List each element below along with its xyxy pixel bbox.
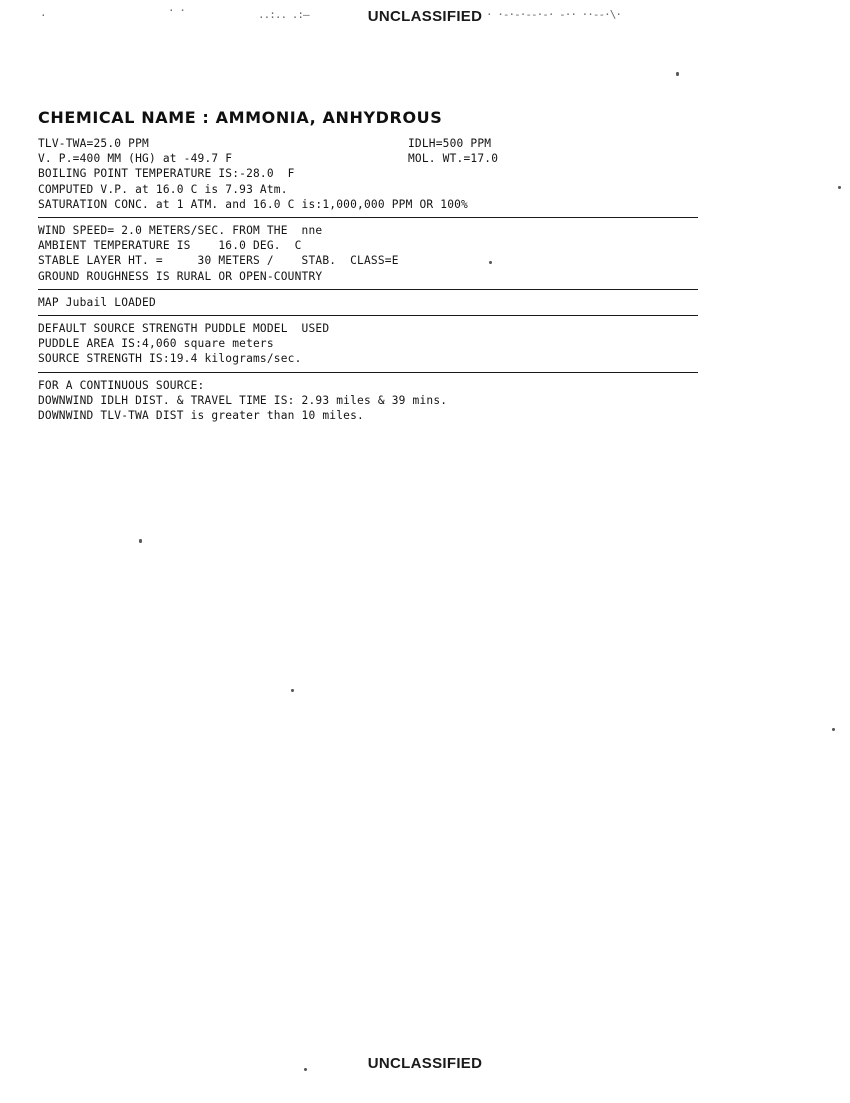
puddle-model-line: DEFAULT SOURCE STRENGTH PUDDLE MODEL USED: [38, 322, 330, 336]
meteorology-section: [38, 223, 738, 289]
downwind-idlh-line: DOWNWIND IDLH DIST. & TRAVEL TIME IS: 2.93 miles & 39 mins.: [38, 393, 448, 407]
scan-speck: [291, 689, 294, 692]
source-strength-line: SOURCE STRENGTH IS:19.4 kilograms/sec.: [38, 352, 302, 366]
properties-left-line-1: TLV-TWA=25.0 PPM: [38, 137, 149, 150]
ambient-temperature-line: AMBIENT TEMPERATURE IS 16.0 DEG. C: [38, 239, 302, 253]
map-status-section: [38, 295, 738, 315]
continuous-source-header: FOR A CONTINUOUS SOURCE:: [38, 378, 205, 392]
properties-left-line-4: COMPUTED V.P. at 16.0 C is 7.93 Atm.: [38, 182, 288, 196]
scan-speck: [676, 72, 679, 76]
map-loaded-line: MAP Jubail LOADED: [38, 295, 156, 309]
scan-speck: [139, 539, 142, 543]
section-divider: [38, 217, 698, 218]
scan-speck: [838, 186, 841, 189]
source-model-section: [38, 321, 738, 372]
properties-left-line-3: BOILING POINT TEMPERATURE IS:-28.0 F: [38, 167, 295, 181]
scan-artifact-top-left: .: [40, 6, 46, 19]
section-divider: [38, 315, 698, 316]
wind-speed-line: WIND SPEED= 2.0 METERS/SEC. FROM THE nne: [38, 224, 323, 238]
properties-right-column: [408, 136, 498, 166]
chemical-properties-section: [38, 136, 738, 217]
scan-artifact-top-dots: · ·: [168, 4, 185, 17]
classification-banner-top: UNCLASSIFIED: [367, 8, 483, 25]
properties-left-line-2: V. P.=400 MM (HG) at -49.7 F: [38, 152, 233, 166]
continuous-source-section: [38, 378, 738, 429]
properties-left-line-5: SATURATION CONC. at 1 ATM. and 16.0 C is:1,000,000 PPM OR 100%: [38, 197, 468, 211]
report-body: [38, 108, 738, 428]
downwind-tlv-twa-line: DOWNWIND TLV-TWA DIST is greater than 10 miles.: [38, 409, 364, 423]
scan-speck: [832, 728, 835, 731]
molecular-weight-value: MOL. WT.=17.0: [408, 152, 499, 166]
ground-roughness-line: GROUND ROUGHNESS IS RURAL OR OPEN-COUNTRY: [38, 269, 323, 283]
section-divider: [38, 289, 698, 290]
idlh-value: IDLH=500 PPM: [408, 137, 492, 150]
chemical-name-title: CHEMICAL NAME : AMMONIA, ANHYDROUS: [38, 108, 443, 127]
scan-artifact-left-of-banner: ..:.. .:—: [258, 8, 309, 21]
puddle-area-line: PUDDLE AREA IS:4,060 square meters: [38, 337, 274, 351]
section-divider: [38, 372, 698, 373]
scan-artifact-right-of-banner: · ·-·-·--·-· -·· ··--·\·: [486, 8, 621, 21]
stable-layer-line: STABLE LAYER HT. = 30 METERS / STAB. CLASS=E: [38, 254, 399, 268]
classification-banner-bottom: UNCLASSIFIED: [367, 1055, 483, 1072]
